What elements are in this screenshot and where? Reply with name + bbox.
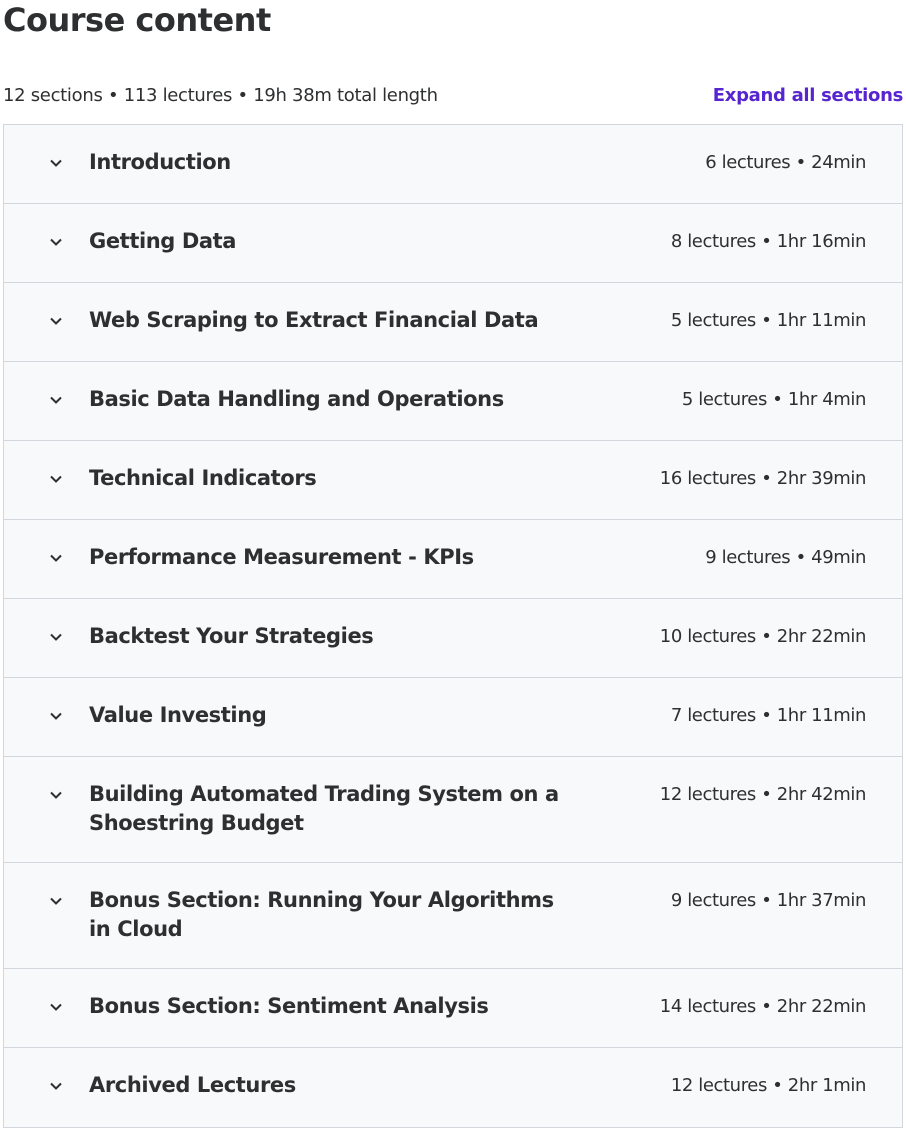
section-title: Technical Indicators	[89, 466, 317, 490]
section-meta: 5 lectures • 1hr 4min	[681, 389, 866, 410]
section-row[interactable]	[4, 283, 902, 362]
section-row[interactable]	[4, 362, 902, 441]
chevron-down-icon	[48, 787, 64, 803]
section-title: Building Automated Trading System on a Shoestring Budget	[89, 782, 559, 835]
section-meta: 10 lectures • 2hr 22min	[659, 626, 866, 647]
chevron-down-icon	[48, 999, 64, 1015]
section-meta: 6 lectures • 24min	[705, 152, 866, 173]
course-summary: 12 sections • 113 lectures • 19h 38m total length	[3, 84, 438, 106]
section-row[interactable]	[4, 678, 902, 757]
chevron-down-icon	[48, 234, 64, 250]
section-title: Performance Measurement - KPIs	[89, 545, 474, 569]
section-row[interactable]	[4, 520, 902, 599]
chevron-down-icon	[48, 629, 64, 645]
section-meta: 7 lectures • 1hr 11min	[670, 705, 866, 726]
chevron-down-icon	[48, 550, 64, 566]
chevron-down-icon	[48, 893, 64, 909]
section-row[interactable]	[4, 969, 902, 1048]
chevron-down-icon	[48, 1078, 64, 1094]
page-title: Course content	[3, 1, 271, 39]
section-row[interactable]	[4, 441, 902, 520]
chevron-down-icon	[48, 392, 64, 408]
section-title: Bonus Section: Running Your Algorithms in Cloud	[89, 888, 554, 941]
section-meta: 12 lectures • 2hr 42min	[659, 784, 866, 805]
expand-all-sections-button[interactable]: Expand all sections	[712, 84, 903, 106]
section-row[interactable]	[4, 599, 902, 678]
section-title: Value Investing	[89, 703, 267, 727]
chevron-down-icon	[48, 155, 64, 171]
section-meta: 12 lectures • 2hr 1min	[670, 1075, 866, 1096]
section-meta: 9 lectures • 1hr 37min	[670, 890, 866, 911]
section-row[interactable]	[4, 204, 902, 283]
chevron-down-icon	[48, 471, 64, 487]
section-meta: 9 lectures • 49min	[705, 547, 866, 568]
section-title: Web Scraping to Extract Financial Data	[89, 308, 539, 332]
chevron-down-icon	[48, 708, 64, 724]
course-summary-row	[3, 82, 903, 108]
section-row[interactable]	[4, 757, 902, 863]
section-title: Getting Data	[89, 229, 237, 253]
chevron-down-icon	[48, 313, 64, 329]
section-title: Archived Lectures	[89, 1073, 296, 1097]
section-meta: 8 lectures • 1hr 16min	[670, 231, 866, 252]
section-row[interactable]	[4, 1048, 902, 1127]
section-title: Basic Data Handling and Operations	[89, 387, 504, 411]
section-meta: 5 lectures • 1hr 11min	[670, 310, 866, 331]
section-row[interactable]	[4, 125, 902, 204]
section-title: Backtest Your Strategies	[89, 624, 374, 648]
section-row[interactable]	[4, 863, 902, 969]
section-title: Introduction	[89, 150, 231, 174]
section-list	[3, 124, 903, 1128]
section-meta: 14 lectures • 2hr 22min	[659, 996, 866, 1017]
section-title: Bonus Section: Sentiment Analysis	[89, 994, 489, 1018]
section-meta: 16 lectures • 2hr 39min	[659, 468, 866, 489]
